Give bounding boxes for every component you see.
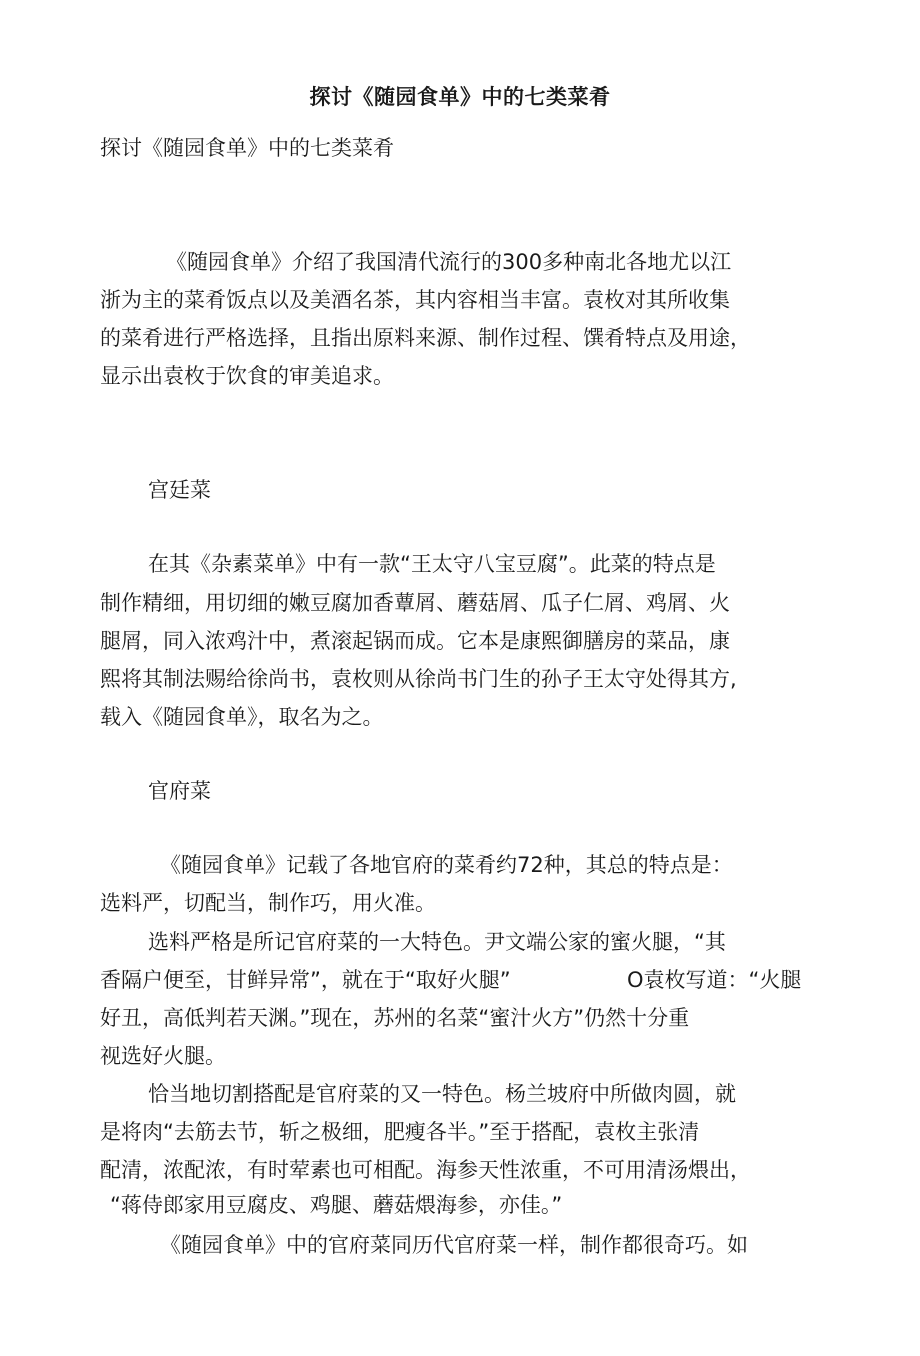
paragraph-line: 熙将其制法赐给徐尚书，袁枚则从徐尚书门生的孙子王太守处得其方,: [100, 667, 737, 691]
paragraph-line: 腿屑，同入浓鸡汁中，煮滚起锅而成。它本是康熙御膳房的菜品，康: [100, 629, 730, 653]
paragraph-line: 制作精细，用切细的嫩豆腐加香蕈屑、蘑菇屑、瓜子仁屑、鸡屑、火: [100, 591, 730, 615]
paragraph-line: 视选好火腿。: [100, 1044, 226, 1068]
paragraph-line: 好丑，高低判若天渊。”现在，苏州的名菜“蜜汁火方”仍然十分重: [100, 1006, 690, 1030]
paragraph-line: 在其《杂素菜单》中有一款“王太守八宝豆腐”。此菜的特点是: [148, 552, 716, 576]
paragraph-line: “蒋侍郎家用豆腐皮、鸡腿、蘑菇煨海参，亦佳。”: [110, 1193, 563, 1217]
paragraph-line: 香隔户便至，甘鲜异常”，就在于“取好火腿”: [100, 968, 511, 992]
intro-line: 显示出袁枚于饮食的审美追求。: [100, 364, 394, 388]
paragraph-line: 选料严，切配当，制作巧，用火准。: [100, 891, 436, 915]
paragraph-line: 选料严格是所记官府菜的一大特色。尹文端公家的蜜火腿，“其: [148, 930, 726, 954]
paragraph-line: 恰当地切割搭配是官府菜的又一特色。杨兰坡府中所做肉圆，就: [148, 1082, 736, 1106]
paragraph-line: 《随园食单》记载了各地官府的菜肴约72种，其总的特点是：: [160, 853, 733, 877]
section-heading-palace-cuisine: 宫廷菜: [148, 478, 211, 502]
intro-line: 《随园食单》介绍了我国清代流行的300多种南北各地尤以江: [166, 250, 732, 274]
intro-line: 浙为主的菜肴饭点以及美酒名茶，其内容相当丰富。袁枚对其所收集: [100, 288, 730, 312]
paragraph-line: 载入《随园食单》，取名为之。: [100, 705, 384, 729]
paragraph-line: 《随园食单》中的官府菜同历代官府菜一样，制作都很奇巧。如: [160, 1233, 748, 1257]
section-heading-official-cuisine: 官府菜: [148, 779, 211, 803]
intro-line: 的菜肴进行严格选择，且指出原料来源、制作过程、馔肴特点及用途，: [100, 326, 751, 350]
document-subtitle: 探讨《随园食单》中的七类菜肴: [100, 136, 394, 160]
paragraph-line: O袁枚写道：“火腿: [627, 968, 802, 992]
document-title: 探讨《随园食单》中的七类菜肴: [309, 85, 611, 109]
paragraph-line: 是将肉“去筋去节，斩之极细，肥瘦各半。”至于搭配，袁枚主张清: [100, 1120, 700, 1144]
paragraph-line: 配清，浓配浓，有时荤素也可相配。海参天性浓重，不可用清汤煨出，: [100, 1158, 751, 1182]
